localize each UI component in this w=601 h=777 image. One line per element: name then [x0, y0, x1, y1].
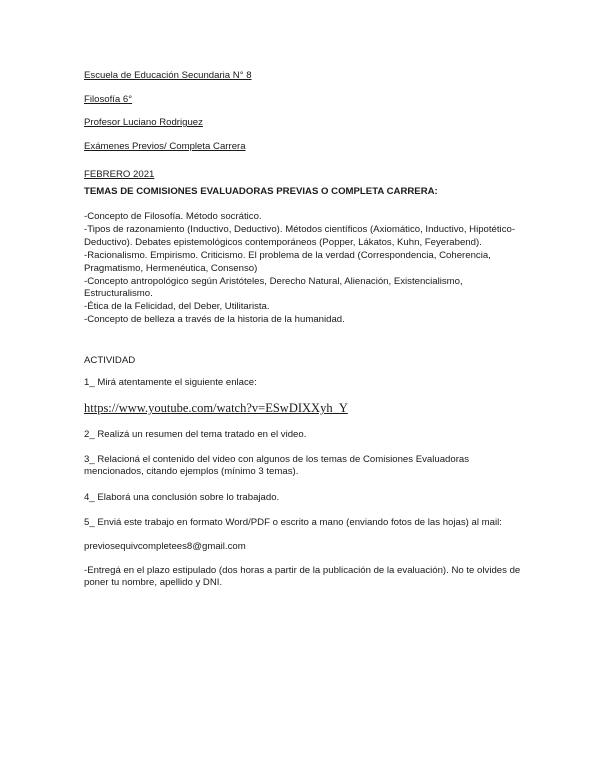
- activity-step-2: 2_ Realizá un resumen del tema tratado en el video.: [84, 429, 307, 440]
- subject-name: Filosofía 6°: [84, 94, 133, 105]
- topic-item: -Concepto de Filosofía. Método socrático.: [84, 211, 262, 222]
- activity-step-1: 1_ Mirá atentamente el siguiente enlace:: [84, 377, 257, 388]
- school-name: Escuela de Educación Secundaria N° 8: [84, 70, 252, 81]
- topic-item: -Concepto de belleza a través de la historia de la humanidad.: [84, 314, 345, 326]
- topic-item: -Racionalismo. Empirismo. Criticismo. El problema de la verdad (Correspondencia, Coherencia, Pragmatismo, Hermenéutica, Consenso): [84, 249, 491, 274]
- topic-item: -Ética de la Felicidad, del Deber, Utilitarista.: [84, 301, 270, 313]
- activity-step-4: 4_ Elaborá una conclusión sobre lo trabajado.: [84, 492, 280, 503]
- video-link-container: [84, 402, 348, 416]
- topics-list: [84, 211, 524, 327]
- topic-item: -Tipos de razonamiento (Inductivo, Deductivo). Métodos científicos (Axiomático, Inductivo, Hipotético- Deductivo). Debates epistemológicos contemporáneos (Popper, Lákatos, Kuhn, Feyerabend).: [84, 223, 516, 248]
- activity-step-3: 3_ Relacioná el contenido del video con algunos de los temas de Comisiones Evaluadoras mencionados, citando ejemplos (mínimo 3 temas).: [84, 454, 470, 478]
- exam-date: FEBRERO 2021: [84, 169, 155, 180]
- video-link[interactable]: https://www.youtube.com/watch?v=ESwDIXXyh_Y: [84, 401, 348, 415]
- topic-item: -Concepto antropológico según Aristóteles, Derecho Natural, Alienación, Existencialismo, Estructuralismo.: [84, 275, 463, 300]
- activity-heading: ACTIVIDAD: [84, 355, 136, 366]
- topics-title: TEMAS DE COMISIONES EVALUADORAS PREVIAS O COMPLETA CARRERA:: [84, 186, 438, 197]
- exam-type: Exámenes Previos/ Completa Carrera: [84, 141, 246, 152]
- delivery-note: -Entregá en el plazo estipulado (dos horas a partir de la publicación de la evaluación). No te olvides de poner tu nombre, apellido y DNI.: [84, 565, 521, 589]
- contact-email: previosequivcompletees8@gmail.com: [84, 541, 246, 552]
- activity-step-5: 5_ Enviá este trabajo en formato Word/PDF o escrito a mano (enviando fotos de las hojas) al mail:: [84, 517, 502, 528]
- teacher-name: Profesor Luciano Rodriguez: [84, 117, 203, 128]
